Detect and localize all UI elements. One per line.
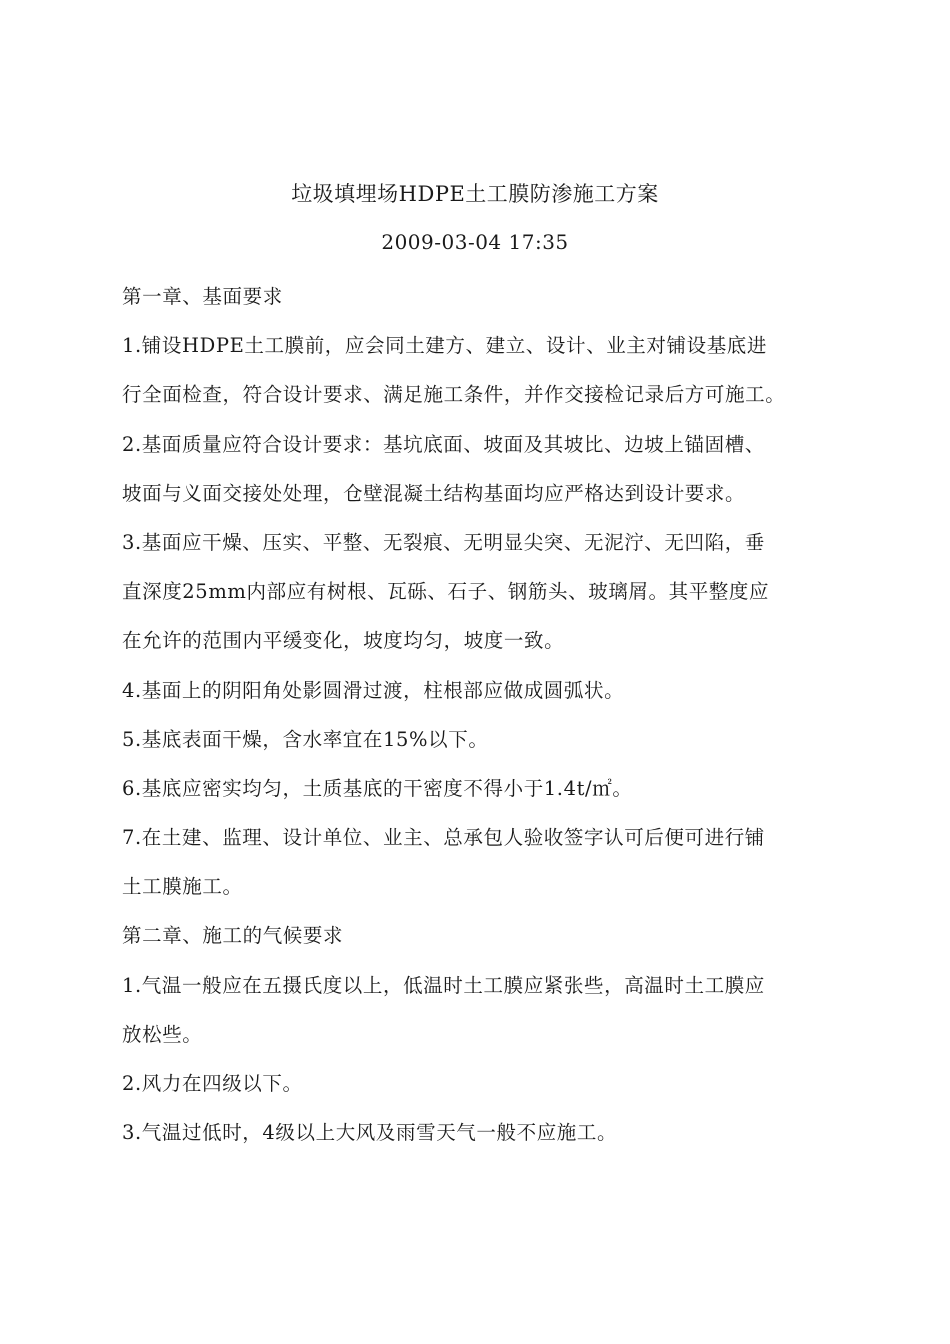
document-date: 2009-03-04 17:35 [381, 230, 569, 254]
paragraph-line: 4.基面上的阴阳角处影圆滑过渡，柱根部应做成圆弧状。 [122, 678, 625, 702]
paragraph-line: 坡面与义面交接处处理，仓壁混凝土结构基面均应严格达到设计要求。 [122, 481, 746, 505]
document-title: 垃圾填埋场HDPE土工膜防渗施工方案 [291, 182, 659, 206]
paragraph-line: 3.基面应干燥、压实、平整、无裂痕、无明显尖突、无泥泞、无凹陷，垂 [122, 530, 765, 554]
paragraph-line: 3.气温过低时，4级以上大风及雨雪天气一般不应施工。 [122, 1121, 618, 1145]
paragraph-line: 2.基面质量应符合设计要求：基坑底面、坡面及其坡比、边坡上锚固槽、 [122, 432, 765, 456]
paragraph-line: 2.风力在四级以下。 [122, 1072, 303, 1095]
paragraph-line: 6.基底应密实均匀，土质基底的干密度不得小于1.4t/㎡。 [122, 776, 633, 800]
paragraph-line: 7.在土建、监理、设计单位、业主、总承包人验收签字认可后便可进行铺 [122, 826, 765, 850]
paragraph-line: 5.基底表面干燥，含水率宜在15%以下。 [122, 727, 489, 751]
document-body [122, 282, 837, 1167]
paragraph-line: 行全面检查，符合设计要求、满足施工条件，并作交接检记录后方可施工。 [122, 383, 786, 407]
paragraph-line: 在允许的范围内平缓变化，坡度均匀，坡度一致。 [122, 629, 565, 653]
chapter-heading: 第二章、施工的气候要求 [122, 924, 344, 948]
chapter-heading: 第一章、基面要求 [122, 285, 283, 308]
paragraph-line: 土工膜施工。 [122, 875, 243, 899]
paragraph-line: 1.铺设HDPE土工膜前，应会同土建方、建立、设计、业主对铺设基底进 [122, 334, 767, 358]
paragraph-line: 直深度25mm内部应有树根、瓦砾、石子、钢筋头、玻璃屑。其平整度应 [122, 580, 770, 604]
paragraph-line: 1.气温一般应在五摄氏度以上，低温时土工膜应紧张些，高温时土工膜应 [122, 973, 765, 997]
paragraph-line: 放松些。 [122, 1022, 203, 1046]
